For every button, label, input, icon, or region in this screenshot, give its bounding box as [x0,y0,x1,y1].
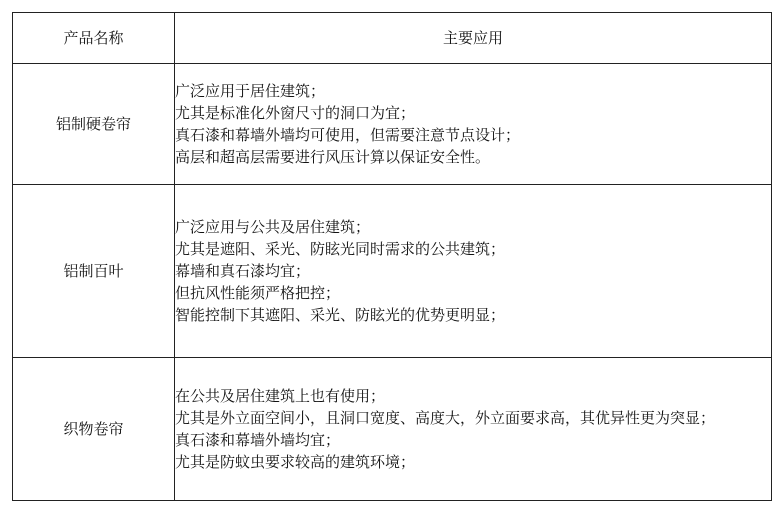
application-line: 尤其是标准化外窗尺寸的洞口为宜； [175,104,416,122]
application-line: 高层和超高层需要进行风压计算以保证安全性。 [175,148,491,166]
application-line: 但抗风性能须严格把控； [175,284,341,302]
table-row [13,185,772,358]
product-name-cell: 铝制硬卷帘 [13,64,175,185]
application-line: 在公共及居住建筑上也有使用； [175,387,386,405]
table-header-row [13,13,772,64]
product-name-cell: 织物卷帘 [13,358,175,501]
application-cell [175,185,772,358]
application-line: 幕墙和真石漆均宜； [175,262,311,280]
application-line: 智能控制下其遮阳、采光、防眩光的优势更明显； [175,306,506,324]
table-row [13,358,772,501]
header-main-application: 主要应用 [175,13,772,64]
application-line: 尤其是外立面空间小，且洞口宽度、高度大，外立面要求高，其优异性更为突显； [175,409,716,427]
application-line: 广泛应用与公共及居住建筑； [175,218,371,236]
application-line: 真石漆和幕墙外墙均可使用，但需要注意节点设计； [175,126,521,144]
table-row [13,64,772,185]
product-name-cell: 铝制百叶 [13,185,175,358]
header-product-name: 产品名称 [13,13,175,64]
application-line: 尤其是防蚊虫要求较高的建筑环境； [175,453,416,471]
application-line: 真石漆和幕墙外墙均宜； [175,431,341,449]
application-line: 广泛应用于居住建筑； [175,82,326,100]
application-cell [175,64,772,185]
application-line: 尤其是遮阳、采光、防眩光同时需求的公共建筑； [175,240,506,258]
application-cell [175,358,772,501]
product-application-table [12,12,772,501]
